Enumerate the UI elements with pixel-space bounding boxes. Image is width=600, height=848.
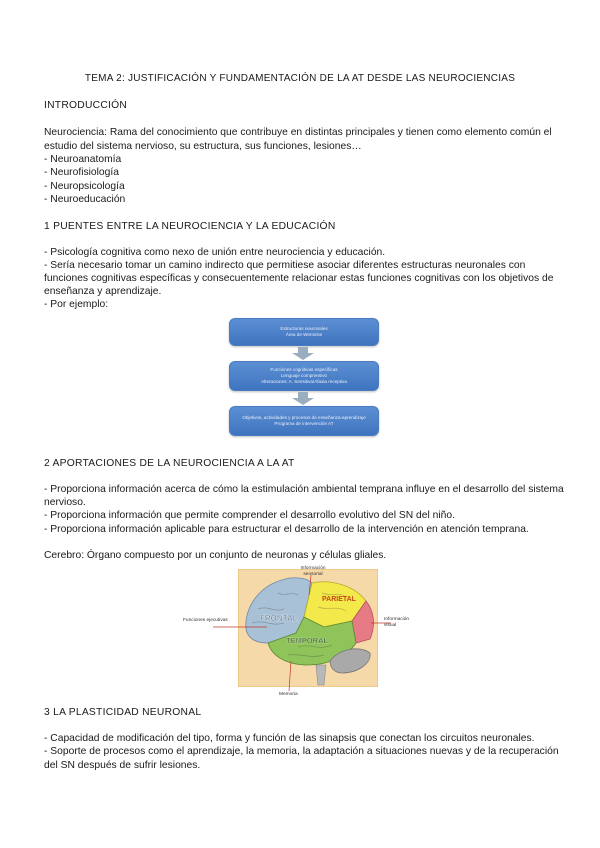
flow-box-objectives [229,406,379,436]
section-1-line-1: - Psicología cognitiva como nexo de unión entre neurociencia y educación. [44,247,386,258]
section-2-line-4: - Proporciona información aplicable para estructurar el desarrollo de la intervención en atención temprana. [44,524,529,535]
intro-heading: INTRODUCCIÓN [44,100,128,111]
intro-definition-line-1: Neurociencia: Rama del conocimiento que contribuye en distintas principales y tienen como elemento común el [44,127,552,138]
neuroscience-branches-list [44,153,125,207]
section-3-line-2: - Soporte de procesos como el aprendizaje, la memoria, la adaptación a situaciones nuevas y de la recuperación [44,746,559,757]
list-item: - Neuropsicología [44,180,125,192]
flow-box-text: Alteraciones: A. Sensitiva/Afasia receptiva [261,379,347,384]
section-2-line-3: - Proporciona información que permite comprender el desarrollo evolutivo del SN del niño. [44,510,455,521]
down-arrow-icon [291,347,315,360]
section-3-line-1: - Capacidad de modificación del tipo, forma y función de las sinapsis que conectan los circuitos neuronales. [44,733,535,744]
flow-box-functions [229,361,379,391]
flow-box-text: Lenguaje comprensivo [280,373,328,378]
list-item: - Neuroeducación [44,194,126,206]
flow-box-text: Objetivos, actividades y procesos de enseñanza-aprendizaje [242,415,366,420]
flow-box-text: Funciones cognitivas específicas [270,367,338,372]
memory-label: Memoria [279,692,298,697]
section-3-heading: 3 LA PLASTICIDAD NEURONAL [44,707,202,718]
sensory-info-label: Información sensorial [300,566,326,577]
section-1-line-3: funciones cognitivas específicas y consecuentemente relacionar estas funciones cognitivas con los objetivos de [44,273,554,284]
neuro-education-flow-diagram [229,318,381,440]
section-3-line-3: del SN después de sufrir lesiones. [44,760,201,771]
visual-info-label: Información visual [384,617,410,628]
flow-box-text: Área de Wernicke [285,332,323,337]
frontal-label: FRONTAL [260,614,298,623]
section-2-line-2: nervioso. [44,497,86,508]
section-1-line-2: - Sería necesario tomar un camino indirecto que permitiese asociar diferentes estructuras neuronales con [44,260,526,271]
callout-lines [205,565,405,695]
section-1-heading: 1 PUENTES ENTRE LA NEUROCIENCIA Y LA EDUCACIÓN [44,221,336,232]
executive-functions-label: Funciones ejecutivas [183,618,228,623]
down-arrow-icon [291,392,315,405]
temporal-label: TEMPORAL [286,636,329,645]
intro-definition-line-2: estudio del sistema nervioso, su estructura, sus funciones, lesiones… [44,141,362,152]
parietal-label: PARIETAL [322,596,356,603]
flow-box-structures [229,318,379,346]
flow-box-text: Programa de intervención AT [274,421,334,426]
list-item: - Neuroanatomía [44,154,122,165]
page-title: TEMA 2: JUSTIFICACIÓN Y FUNDAMENTACIÓN DE LA AT DESDE LAS NEUROCIENCIAS [84,73,516,84]
flow-box-text: Estructuras neuronales [280,326,328,331]
list-item: - Neurofisiología [44,167,119,179]
brain-definition: Cerebro: Órgano compuesto por un conjunto de neuronas y células gliales. [44,550,387,561]
section-2-line-1: - Proporciona información acerca de cómo la estimulación ambiental temprana influye en el desarrollo del sistema [44,484,564,495]
section-1-line-5: - Por ejemplo: [44,299,109,310]
section-1-line-4: enseñanza y aprendizaje. [44,286,162,297]
section-2-heading: 2 APORTACIONES DE LA NEUROCIENCIA A LA AT [44,458,295,469]
